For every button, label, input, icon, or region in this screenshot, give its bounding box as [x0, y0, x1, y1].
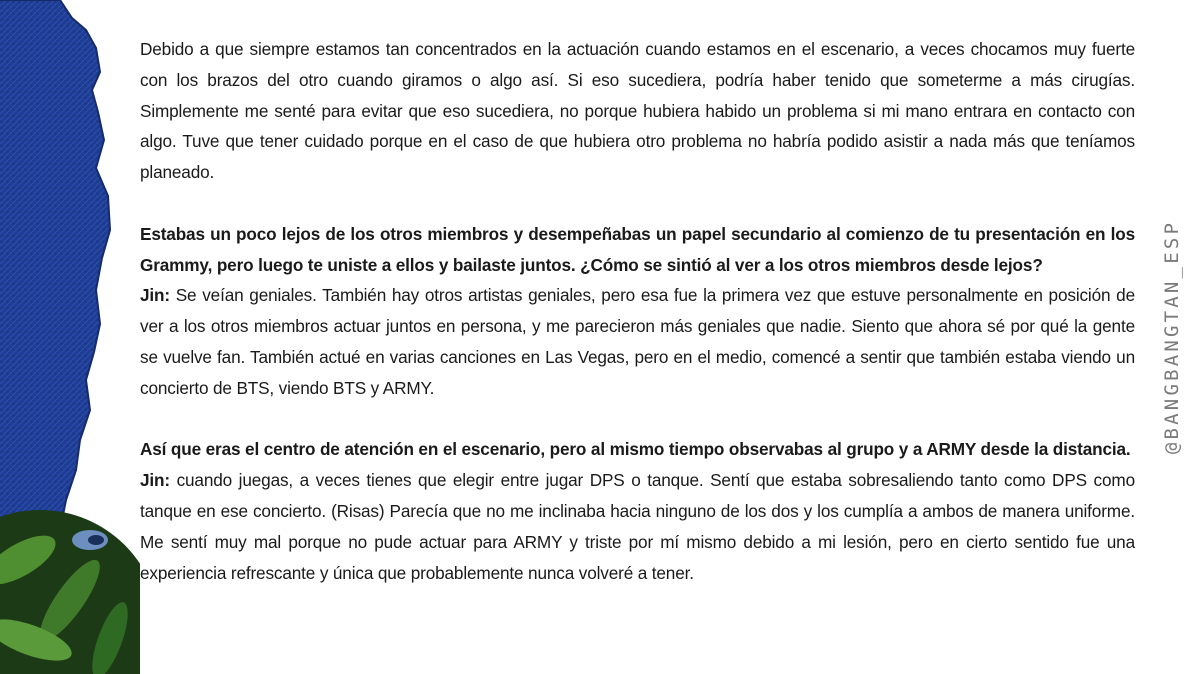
article-body	[140, 34, 1135, 588]
leaf-photo-circle	[0, 500, 140, 674]
speaker-label: Jin:	[140, 470, 170, 491]
question-grammy: Estabas un poco lejos de los otros miembros y desempeñabas un papel secundario al comienzo de tu presentación en los Grammy, pero luego te uniste a ellos y bailaste juntos. ¿Cómo se sintió al ver a los otros miembros desde lejos?	[140, 223, 1135, 275]
blue-brush-stroke	[0, 0, 110, 540]
answer-grammy	[140, 280, 1135, 403]
paragraph-intro: Debido a que siempre estamos tan concentrados en la actuación cuando estamos en el escenario, a veces chocamos muy fuerte con los brazos del otro cuando giramos o algo así. Si eso sucediera, podría haber tenido que someterme a más cirugías. Simplemente me senté para evitar que eso sucediera, no porque hubiera habido un problema si mi mano entrara en contacto con algo. Tuve que tener cuidado porque en el caso de que hubiera otro problema no habría podido asistir a nada más que teníamos planeado.	[140, 39, 1135, 183]
decorative-brush-art	[0, 0, 140, 674]
spacer	[140, 188, 1135, 219]
answer-text: Se veían geniales. También hay otros artistas geniales, pero esa fue la primera vez que estuve personalmente en posición de ver a los otros miembros actuar juntos en persona, y me parecieron más geniales que nadie. Siento que ahora sé por qué la gente se vuelve fan. También actué en varias canciones en Las Vegas, pero en el medio, comencé a sentir que también estaba viendo un concierto de BTS, viendo BTS y ARMY.	[140, 285, 1135, 398]
watermark-handle: @BANGBANGTAN_ESP	[1161, 219, 1183, 455]
spacer	[140, 404, 1135, 435]
answer-center-stage	[140, 465, 1135, 588]
question-center-stage: Así que eras el centro de atención en el escenario, pero al mismo tiempo observabas al grupo y a ARMY desde la distancia.	[140, 439, 1131, 460]
speaker-label: Jin:	[140, 285, 170, 306]
answer-text: cuando juegas, a veces tienes que elegir entre jugar DPS o tanque. Sentí que estaba sobresaliendo tanto como DPS como tanque en ese concierto. (Risas) Parecía que no me inclinaba hacia ninguno de los dos y los cumplía a ambos de manera uniforme. Me sentí muy mal porque no pude actuar para ARMY y triste por mí mismo debido a mi lesión, pero en cierto sentido fue una experiencia refrescante y única que probablemente nunca volveré a tener.	[140, 470, 1135, 583]
